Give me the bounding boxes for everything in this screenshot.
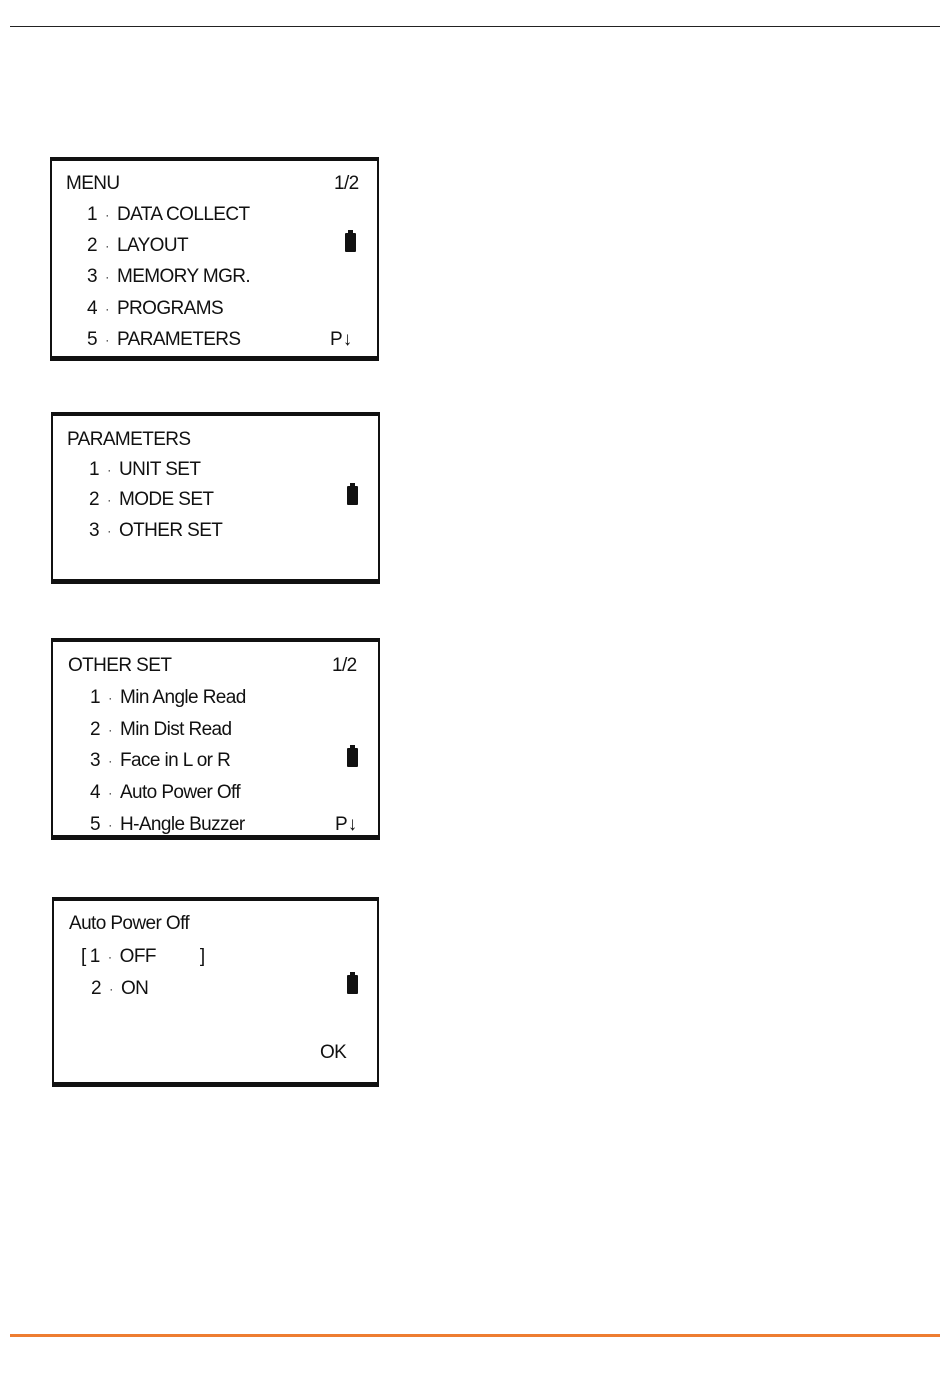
- item-label: Auto Power Off: [119, 782, 241, 804]
- parameters-title: PARAMETERS: [67, 429, 191, 450]
- item-separator: ·: [107, 950, 112, 964]
- option-number: 1: [89, 946, 100, 968]
- item-number: 3: [87, 266, 97, 288]
- item-number: 3: [90, 750, 100, 772]
- item-number: 3: [89, 520, 99, 542]
- parameters-item-mode-set[interactable]: [89, 489, 213, 511]
- arrow-down-icon: ↓: [342, 329, 353, 350]
- page-down-indicator[interactable]: [330, 329, 352, 351]
- option-on[interactable]: [91, 978, 148, 1000]
- battery-icon: [347, 486, 358, 505]
- other-set-item-auto-power-off[interactable]: [90, 782, 240, 804]
- item-separator: ·: [105, 270, 109, 284]
- item-label: Face in L or R: [119, 750, 231, 772]
- item-separator: ·: [108, 818, 112, 832]
- item-label: MEMORY MGR.: [116, 266, 251, 288]
- page-down-indicator[interactable]: [335, 814, 357, 836]
- menu-screen: [50, 157, 379, 361]
- item-number: 4: [87, 298, 97, 320]
- item-number: 2: [90, 719, 100, 741]
- battery-icon: [347, 748, 358, 767]
- item-separator: ·: [108, 691, 112, 705]
- menu-item-data-collect[interactable]: [87, 204, 250, 226]
- option-number: 2: [91, 978, 101, 1000]
- item-separator: ·: [108, 786, 112, 800]
- item-number: 4: [90, 782, 100, 804]
- bottom-accent-rule: [10, 1334, 940, 1337]
- other-set-title: OTHER SET: [68, 655, 172, 676]
- parameters-item-unit-set[interactable]: [89, 459, 200, 481]
- other-set-item-h-angle-buzzer[interactable]: [90, 814, 245, 836]
- item-label: DATA COLLECT: [116, 204, 250, 226]
- item-label: PROGRAMS: [116, 298, 224, 320]
- item-separator: ·: [109, 982, 113, 996]
- battery-icon: [345, 233, 356, 252]
- item-separator: ·: [107, 463, 111, 477]
- item-number: 1: [89, 459, 99, 481]
- other-set-item-face-in-l-or-r[interactable]: [90, 750, 230, 772]
- item-label: LAYOUT: [116, 235, 188, 257]
- page-down-label: P: [330, 329, 343, 350]
- item-separator: ·: [105, 302, 109, 316]
- item-number: 2: [89, 489, 99, 511]
- item-separator: ·: [105, 333, 109, 347]
- top-rule: [10, 26, 940, 27]
- other-set-screen: [51, 638, 380, 840]
- auto-power-off-screen: [52, 897, 379, 1087]
- item-separator: ·: [105, 239, 109, 253]
- option-label: ON: [120, 978, 149, 1000]
- selection-bracket-open: [: [81, 946, 86, 968]
- ok-button[interactable]: OK: [320, 1042, 347, 1063]
- menu-item-layout[interactable]: [87, 235, 188, 257]
- item-separator: ·: [108, 754, 112, 768]
- item-number: 1: [90, 687, 100, 709]
- item-label: OTHER SET: [118, 520, 223, 542]
- item-separator: ·: [105, 208, 109, 222]
- other-set-item-min-dist-read[interactable]: [90, 719, 232, 741]
- item-separator: ·: [108, 723, 112, 737]
- menu-item-memory-mgr[interactable]: [87, 266, 250, 288]
- item-number: 1: [87, 204, 97, 226]
- selection-bracket-close: ]: [199, 946, 205, 968]
- other-set-item-min-angle-read[interactable]: [90, 687, 246, 709]
- page-down-label: P: [335, 814, 348, 835]
- arrow-down-icon: ↓: [347, 814, 358, 835]
- parameters-item-other-set[interactable]: [89, 520, 222, 542]
- item-number: 2: [87, 235, 97, 257]
- item-label: UNIT SET: [118, 459, 201, 481]
- parameters-screen: [51, 412, 380, 584]
- option-label: OFF: [119, 946, 156, 968]
- item-separator: ·: [107, 493, 111, 507]
- item-number: 5: [90, 814, 100, 836]
- menu-item-programs[interactable]: [87, 298, 223, 320]
- auto-power-off-title: Auto Power Off: [69, 913, 190, 934]
- other-set-page-indicator: 1/2: [332, 655, 357, 676]
- menu-item-parameters[interactable]: [87, 329, 240, 351]
- item-label: Min Dist Read: [119, 719, 232, 741]
- item-separator: ·: [107, 524, 111, 538]
- battery-icon: [347, 975, 358, 994]
- item-label: MODE SET: [118, 489, 214, 511]
- item-label: PARAMETERS: [116, 329, 241, 351]
- item-label: Min Angle Read: [119, 687, 246, 709]
- item-number: 5: [87, 329, 97, 351]
- menu-page-indicator: 1/2: [334, 173, 359, 194]
- menu-title: MENU: [66, 173, 120, 194]
- option-off-selected[interactable]: [81, 946, 205, 968]
- item-label: H-Angle Buzzer: [119, 814, 245, 836]
